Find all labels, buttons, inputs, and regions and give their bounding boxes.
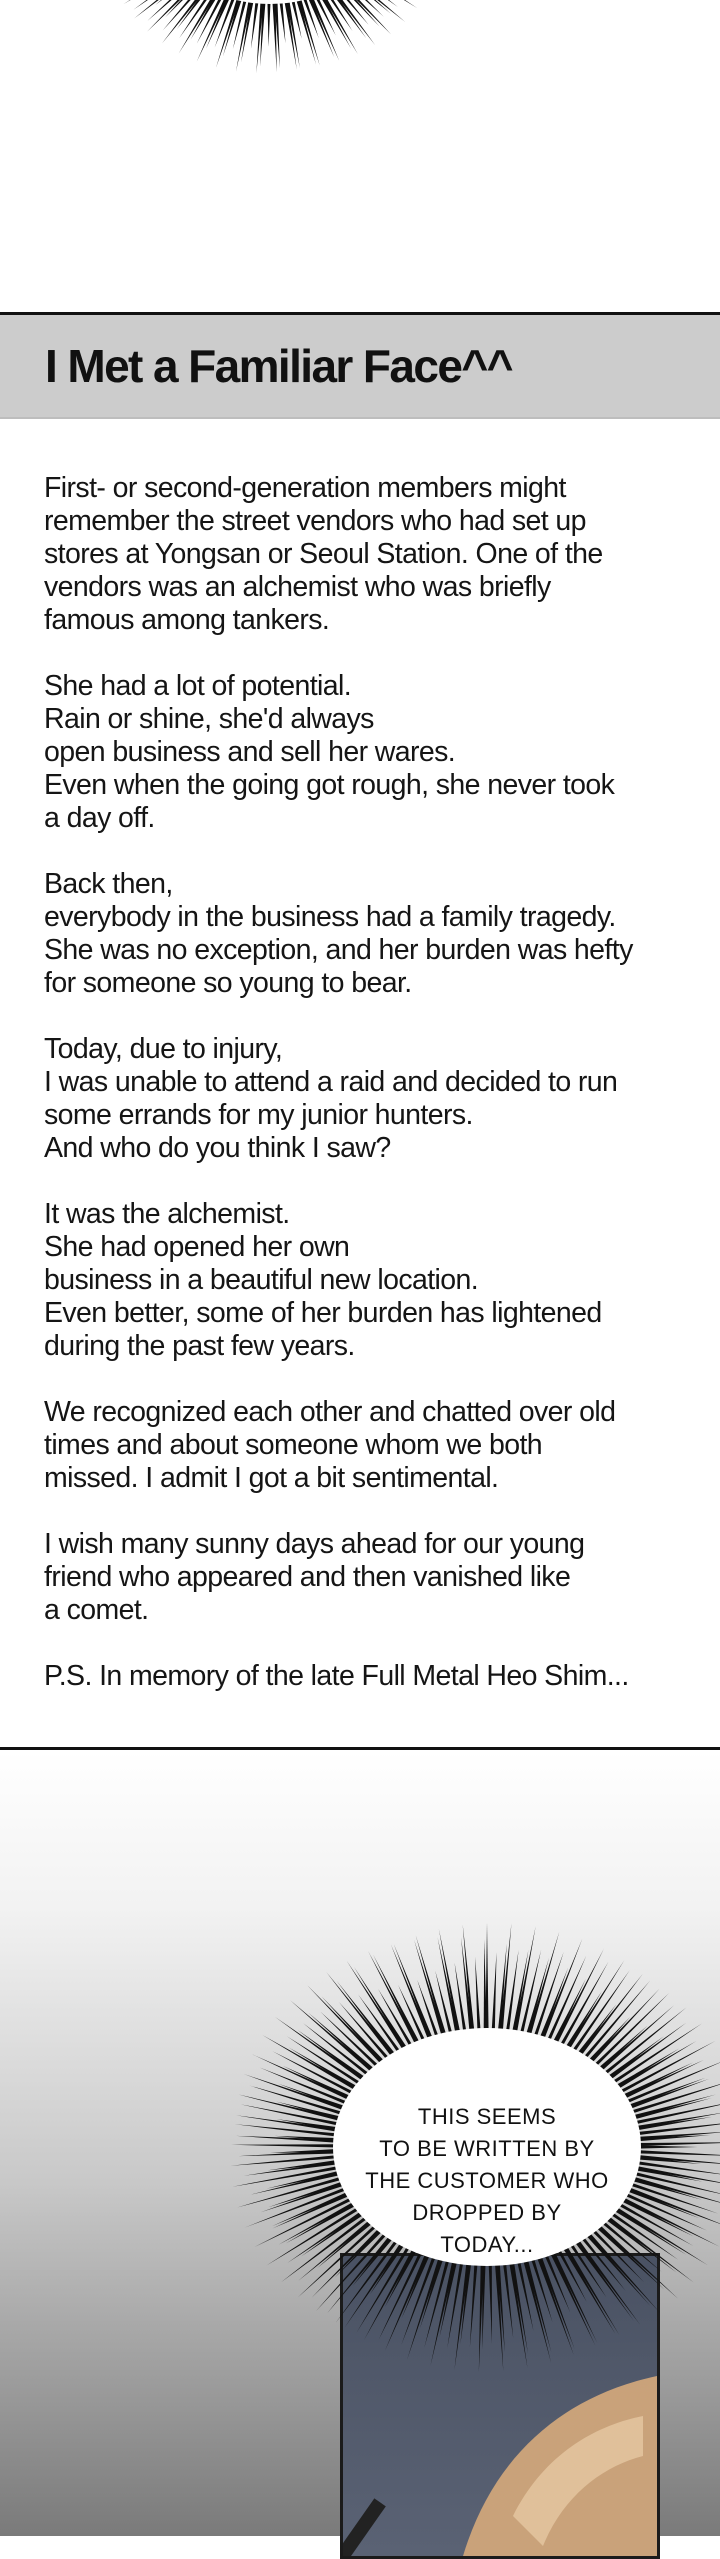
notice-line: missed. I admit I got a bit sentimental. <box>44 1462 499 1494</box>
notice-line: I was unable to attend a raid and decided to run <box>44 1066 618 1098</box>
bubble-line: TO BE WRITTEN BY <box>379 2136 595 2161</box>
bubble-line: THE CUSTOMER WHO <box>365 2168 609 2193</box>
notice-line: vendors was an alchemist who was briefly <box>44 571 551 603</box>
notice-line: a comet. <box>44 1594 149 1626</box>
notice-body <box>44 472 704 1693</box>
divider-bottom <box>0 1747 720 1750</box>
notice-line: Today, due to injury, <box>44 1033 283 1065</box>
notice-title: I Met a Familiar Face^^ <box>45 340 512 392</box>
speech-bubble-text <box>337 2101 637 2261</box>
comic-panel <box>0 1751 720 2536</box>
sunburst-effect-top <box>0 0 720 90</box>
notice-line: everybody in the business had a family tragedy. <box>44 901 616 933</box>
notice-line: It was the alchemist. <box>44 1198 290 1230</box>
notice-line: stores at Yongsan or Seoul Station. One of the <box>44 538 603 570</box>
notice-line: business in a beautiful new location. <box>44 1264 479 1296</box>
notice-line <box>44 835 704 868</box>
notice-line: Even when the going got rough, she never took <box>44 769 615 801</box>
notice-line <box>44 1627 704 1660</box>
notice-line: Rain or shine, she'd always <box>44 703 374 735</box>
notice-line: for someone so young to bear. <box>44 967 412 999</box>
notice-line: some errands for my junior hunters. <box>44 1099 473 1131</box>
notice-line: remember the street vendors who had set up <box>44 505 586 537</box>
notice-line: She was no exception, and her burden was hefty <box>44 934 633 966</box>
bubble-line: TODAY... <box>440 2232 534 2257</box>
notice-line: open business and sell her wares. <box>44 736 456 768</box>
notice-line: She had opened her own <box>44 1231 350 1263</box>
notice-line: I wish many sunny days ahead for our young <box>44 1528 585 1560</box>
bubble-line: THIS SEEMS <box>417 2104 557 2129</box>
notice-line: friend who appeared and then vanished like <box>44 1561 571 1593</box>
notice-line: times and about someone whom we both <box>44 1429 543 1461</box>
bubble-line: DROPPED BY <box>412 2200 562 2225</box>
notice-line <box>44 1495 704 1528</box>
notice-line: famous among tankers. <box>44 604 330 636</box>
notice-line: First- or second-generation members might <box>44 472 566 504</box>
notice-line <box>44 637 704 670</box>
notice-line <box>44 1363 704 1396</box>
notice-line: Back then, <box>44 868 173 900</box>
notice-line: during the past few years. <box>44 1330 355 1362</box>
notice-line: a day off. <box>44 802 155 834</box>
notice-line <box>44 1000 704 1033</box>
notice-line: P.S. In memory of the late Full Metal Heo Shim... <box>44 1660 629 1692</box>
notice-line: We recognized each other and chatted over old <box>44 1396 616 1428</box>
notice-header <box>0 315 720 419</box>
notice-line: And who do you think I saw? <box>44 1132 391 1164</box>
notice-line <box>44 1165 704 1198</box>
notice-line: She had a lot of potential. <box>44 670 352 702</box>
notice-line: Even better, some of her burden has lightened <box>44 1297 602 1329</box>
